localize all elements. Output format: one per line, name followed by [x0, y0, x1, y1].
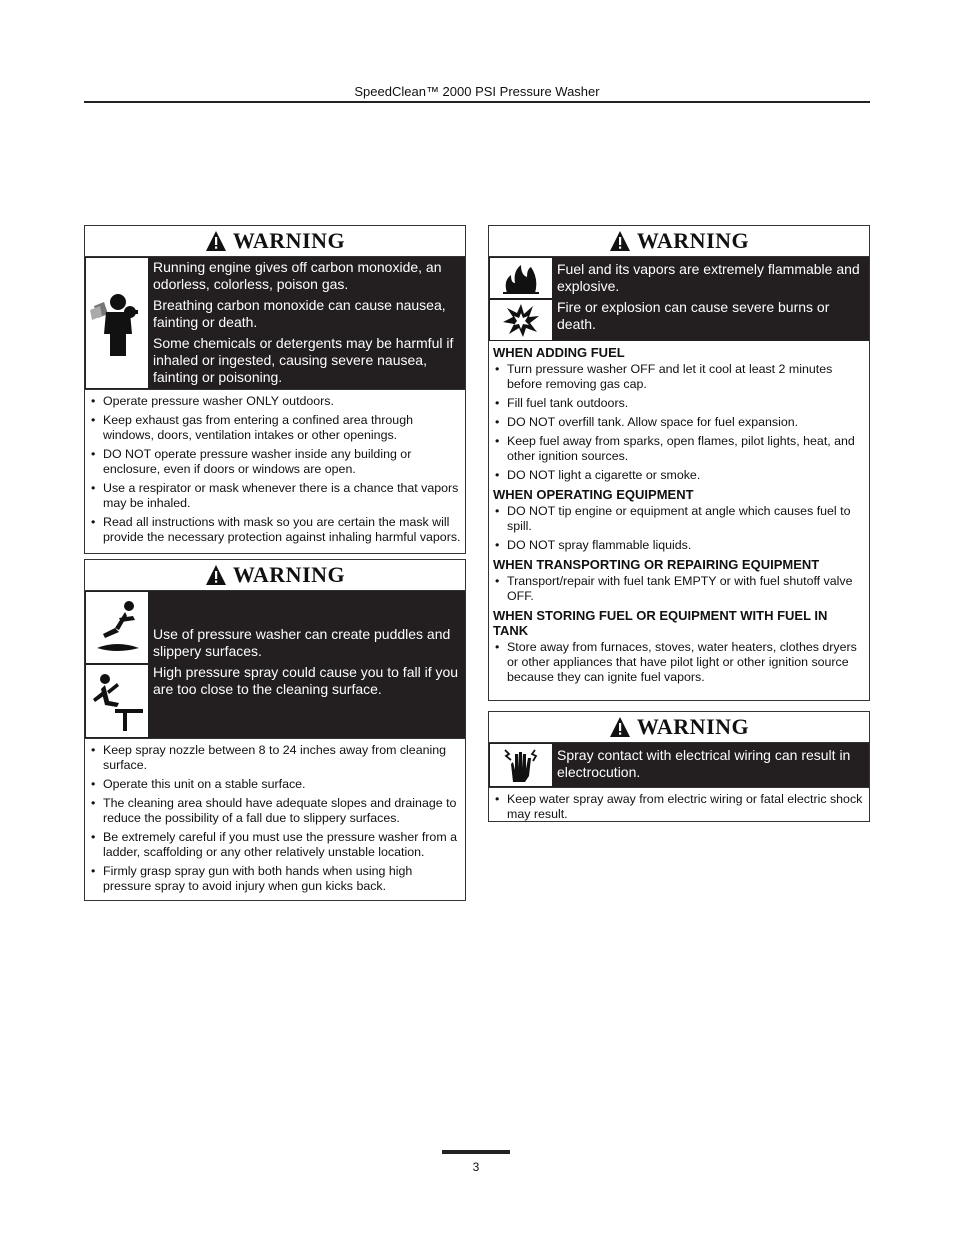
list-item: • Fill fuel tank outdoors.: [493, 396, 865, 411]
fuel-warning-header: [489, 226, 869, 257]
electric-bullet-list: [489, 787, 869, 830]
co-hazard-text: [149, 257, 465, 389]
list-item: • Operate this unit on a stable surface.: [89, 777, 461, 792]
footer-rule: [442, 1150, 510, 1154]
slip-hazard-1: Use of pressure washer can create puddles and slippery surfaces.: [153, 625, 451, 659]
slippery-surface-icon: [85, 591, 149, 664]
co-warning-box: [84, 225, 466, 554]
page-number: 3: [472, 1160, 480, 1174]
fuel-warning-box: [488, 225, 870, 701]
electric-warning-heading: WARNING: [636, 714, 750, 739]
warning-triangle-icon: [205, 230, 227, 252]
list-item: • DO NOT light a cigarette or smoke.: [493, 468, 865, 483]
list-item: • Transport/repair with fuel tank EMPTY or with fuel shutoff valve OFF.: [493, 574, 865, 604]
electric-hazard-panel: [489, 743, 869, 787]
fuel-adding-list: [489, 362, 869, 483]
explosion-icon: [489, 299, 553, 341]
list-item: • Keep water spray away from electric wiring or fatal electric shock may result.: [493, 792, 865, 822]
co-hazard-panel: [85, 257, 465, 389]
warning-triangle-icon: [609, 230, 631, 252]
fuel-operating-list: [489, 504, 869, 553]
co-warning-header: [85, 226, 465, 257]
list-item: • DO NOT tip engine or equipment at angle which causes fuel to spill.: [493, 504, 865, 534]
list-item: • The cleaning area should have adequate slopes and drainage to reduce the possibility of a fall due to slippery surfaces.: [89, 796, 461, 826]
electric-warning-box: [488, 711, 870, 822]
header-rule: [84, 101, 870, 103]
document-header-title: SpeedClean™ 2000 PSI Pressure Washer: [354, 84, 600, 99]
electric-warning-header: [489, 712, 869, 743]
slip-hazard-panel: [85, 591, 465, 738]
fuel-hazard-1: Fuel and its vapors are extremely flammable and explosive.: [557, 261, 860, 294]
list-item: • Store away from furnaces, stoves, water heaters, clothes dryers or other appliances that have pilot light or other ignition source because they can ignite fuel vapors.: [493, 640, 865, 685]
co-warning-heading: WARNING: [232, 228, 346, 253]
fuel-instructions: [489, 341, 869, 685]
list-item: • Read all instructions with mask so you are certain the mask will provide the necessary protection against inhaling harmful vapors.: [89, 515, 461, 545]
slip-warning-heading: WARNING: [232, 562, 346, 587]
toxic-fumes-icon: [85, 257, 149, 389]
list-item: • Keep fuel away from sparks, open flames, pilot lights, heat, and other ignition sources.: [493, 434, 865, 464]
slip-warning-box: [84, 559, 466, 901]
fuel-section-title: WHEN ADDING FUEL: [493, 345, 625, 360]
warning-triangle-icon: [609, 716, 631, 738]
fuel-hazard-text: [553, 257, 869, 341]
fuel-section-title: WHEN OPERATING EQUIPMENT: [493, 487, 694, 502]
list-item: • Operate pressure washer ONLY outdoors.: [89, 394, 461, 409]
slip-hazard-text: [149, 591, 465, 738]
slip-hazard-2: High pressure spray could cause you to fall if you are too close to the cleaning surface.: [153, 663, 459, 697]
fuel-hazard-2: Fire or explosion can cause severe burns or death.: [557, 299, 830, 332]
electric-hazard-1: Spray contact with electrical wiring can result in electrocution.: [557, 747, 851, 780]
co-bullet-list: [85, 389, 465, 553]
list-item: • Turn pressure washer OFF and let it cool at least 2 minutes before removing gas cap.: [493, 362, 865, 392]
co-hazard-1: Running engine gives off carbon monoxide, an odorless, colorless, poison gas.: [153, 259, 442, 292]
list-item: • DO NOT spray flammable liquids.: [493, 538, 865, 553]
co-hazard-3: Some chemicals or detergents may be harmful if inhaled or ingested, causing severe nausea, fainting or poisoning.: [153, 335, 454, 385]
list-item: • Keep exhaust gas from entering a confined area through windows, doors, ventilation intakes or other openings.: [89, 413, 461, 443]
electric-shock-hand-icon: [489, 743, 553, 787]
list-item: • Use a respirator or mask whenever there is a chance that vapors may be inhaled.: [89, 481, 461, 511]
co-hazard-2: Breathing carbon monoxide can cause nausea, fainting or death.: [153, 297, 446, 330]
warning-triangle-icon: [205, 564, 227, 586]
fuel-section-title: WHEN TRANSPORTING OR REPAIRING EQUIPMENT: [493, 557, 820, 572]
slip-warning-header: [85, 560, 465, 591]
fuel-hazard-panel: [489, 257, 869, 341]
list-item: • Be extremely careful if you must use the pressure washer from a ladder, scaffolding or any other relatively unstable location.: [89, 830, 461, 860]
fuel-storing-list: [489, 640, 869, 685]
slip-bullet-list: [85, 738, 465, 902]
list-item: • DO NOT overfill tank. Allow space for fuel expansion.: [493, 415, 865, 430]
list-item: • Keep spray nozzle between 8 to 24 inches away from cleaning surface.: [89, 743, 461, 773]
list-item: • Firmly grasp spray gun with both hands when using high pressure spray to avoid injury when gun kicks back.: [89, 864, 461, 894]
fall-hazard-icon: [85, 664, 149, 738]
fuel-transporting-list: [489, 574, 869, 604]
list-item: • DO NOT operate pressure washer inside any building or enclosure, even if doors or windows are open.: [89, 447, 461, 477]
electric-hazard-text: [553, 743, 869, 787]
fuel-warning-heading: WARNING: [636, 228, 750, 253]
fire-icon: [489, 257, 553, 299]
fuel-section-title: WHEN STORING FUEL OR EQUIPMENT WITH FUEL IN TANK: [493, 608, 828, 638]
